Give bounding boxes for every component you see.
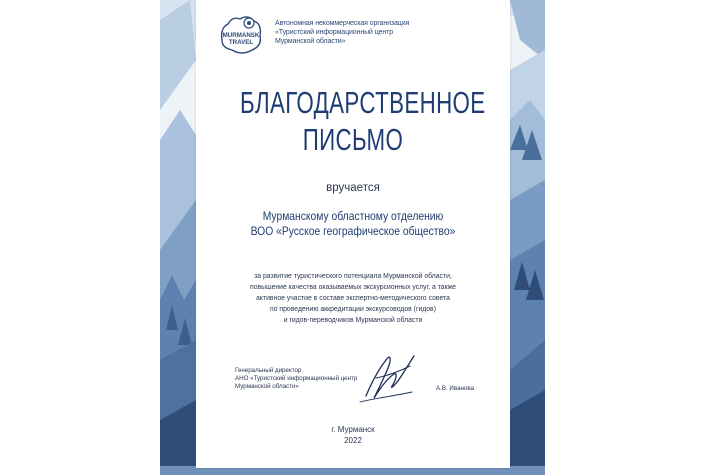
reason-line: активное участие в составе экспертно-методического совета xyxy=(256,293,450,302)
certificate-sheet xyxy=(160,0,545,475)
handwritten-signature xyxy=(356,348,420,406)
signer-name: А.В. Иванова xyxy=(436,385,475,392)
recipient-name xyxy=(218,209,488,239)
logo-text-line1: MURMANSK xyxy=(222,32,260,39)
signer-position-line: Генеральный директор xyxy=(235,367,302,374)
awarded-label: вручается xyxy=(326,182,380,194)
organization-header xyxy=(275,19,465,46)
murmansk-travel-logo xyxy=(218,10,264,58)
recipient-line: ВОО «Русское географическое общество» xyxy=(250,224,456,238)
reason-line: по проведению аккредитации экскурсоводов (гидов) xyxy=(270,304,436,313)
year-label: 2022 xyxy=(344,436,362,445)
city-label: г. Мурманск xyxy=(331,425,375,434)
signer-position xyxy=(235,367,357,391)
certificate-title-line2: ПИСЬМО xyxy=(302,122,404,157)
logo-text-line2: TRAVEL xyxy=(228,39,254,46)
signer-position-line: Мурманской области» xyxy=(235,383,299,390)
organization-line: «Туристский информационный центр xyxy=(275,29,394,36)
reason-line: повышение качества оказываемых экскурсионных услуг, а также xyxy=(250,282,456,291)
award-reason xyxy=(212,270,495,325)
recipient-line: Мурманскому областному отделению xyxy=(262,209,444,223)
city-and-year xyxy=(196,424,510,446)
organization-line: Автономная некоммерческая организация xyxy=(275,20,410,27)
reason-line: и гидов-переводчиков Мурманской области xyxy=(283,315,423,324)
signer-position-line: АНО «Туристский информационный центр xyxy=(235,375,358,382)
certificate-title-line1: БЛАГОДАРСТВЕННОЕ xyxy=(239,85,486,120)
organization-line: Мурманской области» xyxy=(275,38,346,45)
reason-line: за развитие туристического потенциала Мурманской области, xyxy=(254,271,452,280)
